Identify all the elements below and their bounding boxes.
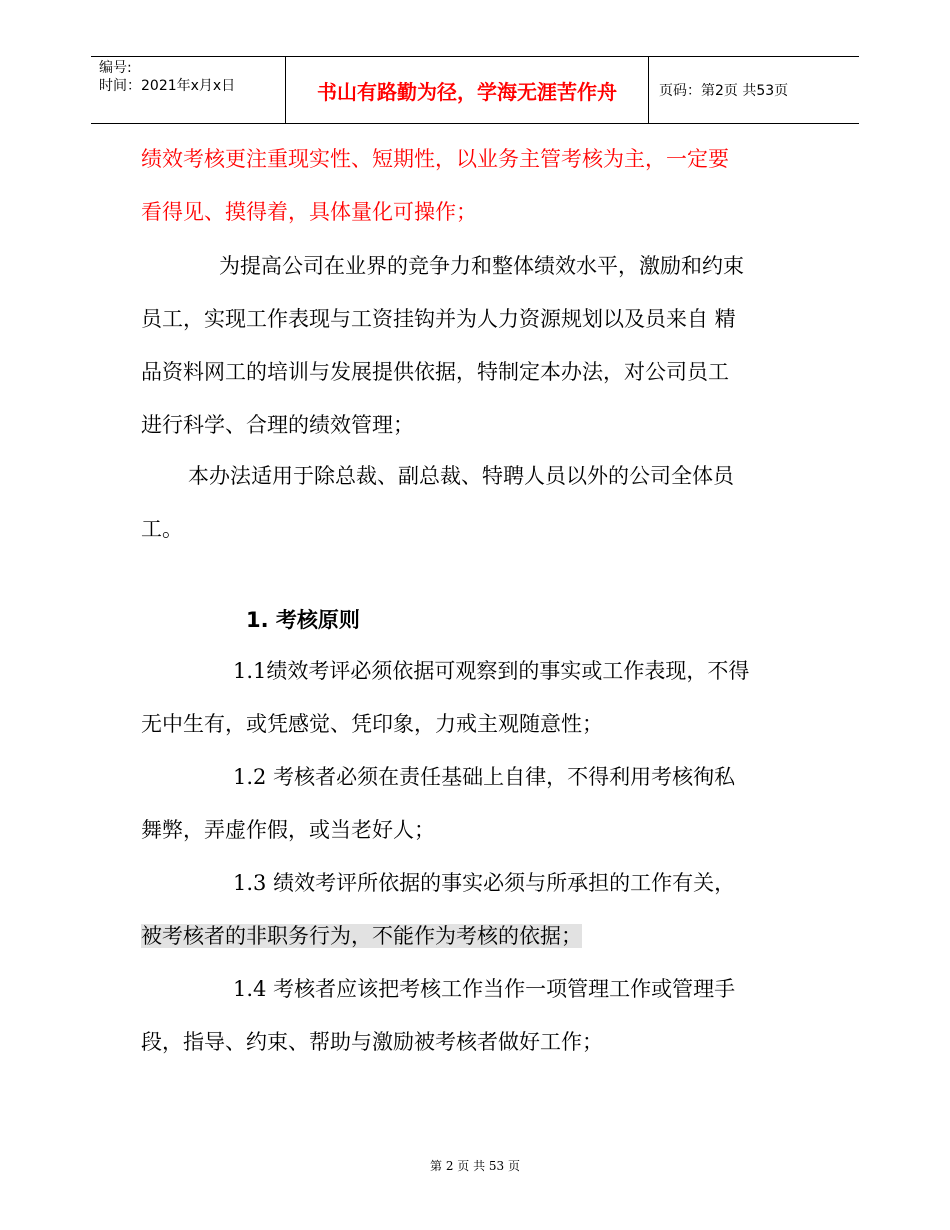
header-meta-cell xyxy=(91,57,286,123)
document-date: 时间：2021年x月x日 xyxy=(99,78,236,94)
text-line: 本办法适用于除总裁、副总裁、特聘人员以外的公司全体员 xyxy=(188,464,734,488)
principle-item xyxy=(141,751,811,857)
text-line: 段，指导、约束、帮助与激励被考核者做好工作； xyxy=(141,1030,603,1054)
text-line xyxy=(141,910,811,963)
text-line: 看得见、摸得着，具体量化可操作； xyxy=(141,200,477,224)
text-line: 无中生有，或凭感觉、凭印象，力戒主观随意性； xyxy=(141,712,603,736)
red-emphasis-paragraph xyxy=(141,133,811,239)
text-line: 舞弊，弄虚作假，或当老好人； xyxy=(141,818,435,842)
principle-item xyxy=(141,857,811,963)
text-line: 1.3 绩效考评所依据的事实必须与所承担的工作有关， xyxy=(233,871,736,895)
text-line: 品资料网工的培训与发展提供依据，特制定本办法，对公司员工 xyxy=(141,360,729,384)
purpose-paragraph xyxy=(141,240,811,452)
text-line: 为提高公司在业界的竞争力和整体绩效水平，激励和约束 xyxy=(219,254,744,278)
text-line: 1.1绩效考评必须依据可观察到的事实或工作表现，不得 xyxy=(233,659,750,683)
text-line: 员工，实现工作表现与工资挂钩并为人力资源规划以及员来自 精 xyxy=(141,307,736,331)
section-heading: 1. 考核原则 xyxy=(246,608,360,632)
text-line: 工。 xyxy=(141,517,183,541)
text-line: 进行科学、合理的绩效管理； xyxy=(141,413,414,437)
highlighted-text: 被考核者的非职务行为，不能作为考核的依据； xyxy=(141,924,582,948)
principle-item xyxy=(141,645,811,751)
header-motto: 书山有路勤为径，学海无涯苦作舟 xyxy=(286,57,649,123)
principle-item xyxy=(141,963,811,1069)
scope-paragraph xyxy=(141,450,811,556)
text-line: 绩效考核更注重现实性、短期性，以业务主管考核为主，一定要 xyxy=(141,147,729,171)
document-header xyxy=(91,56,859,124)
header-page-info: 页码：第2页 共53页 xyxy=(659,83,789,99)
page-footer: 第 2 页 共 53 页 xyxy=(430,1159,520,1173)
text-line: 1.2 考核者必须在责任基础上自律，不得利用考核徇私 xyxy=(233,765,736,789)
document-number-label: 编号: xyxy=(99,60,132,76)
text-line: 1.4 考核者应该把考核工作当作一项管理工作或管理手 xyxy=(233,977,736,1001)
